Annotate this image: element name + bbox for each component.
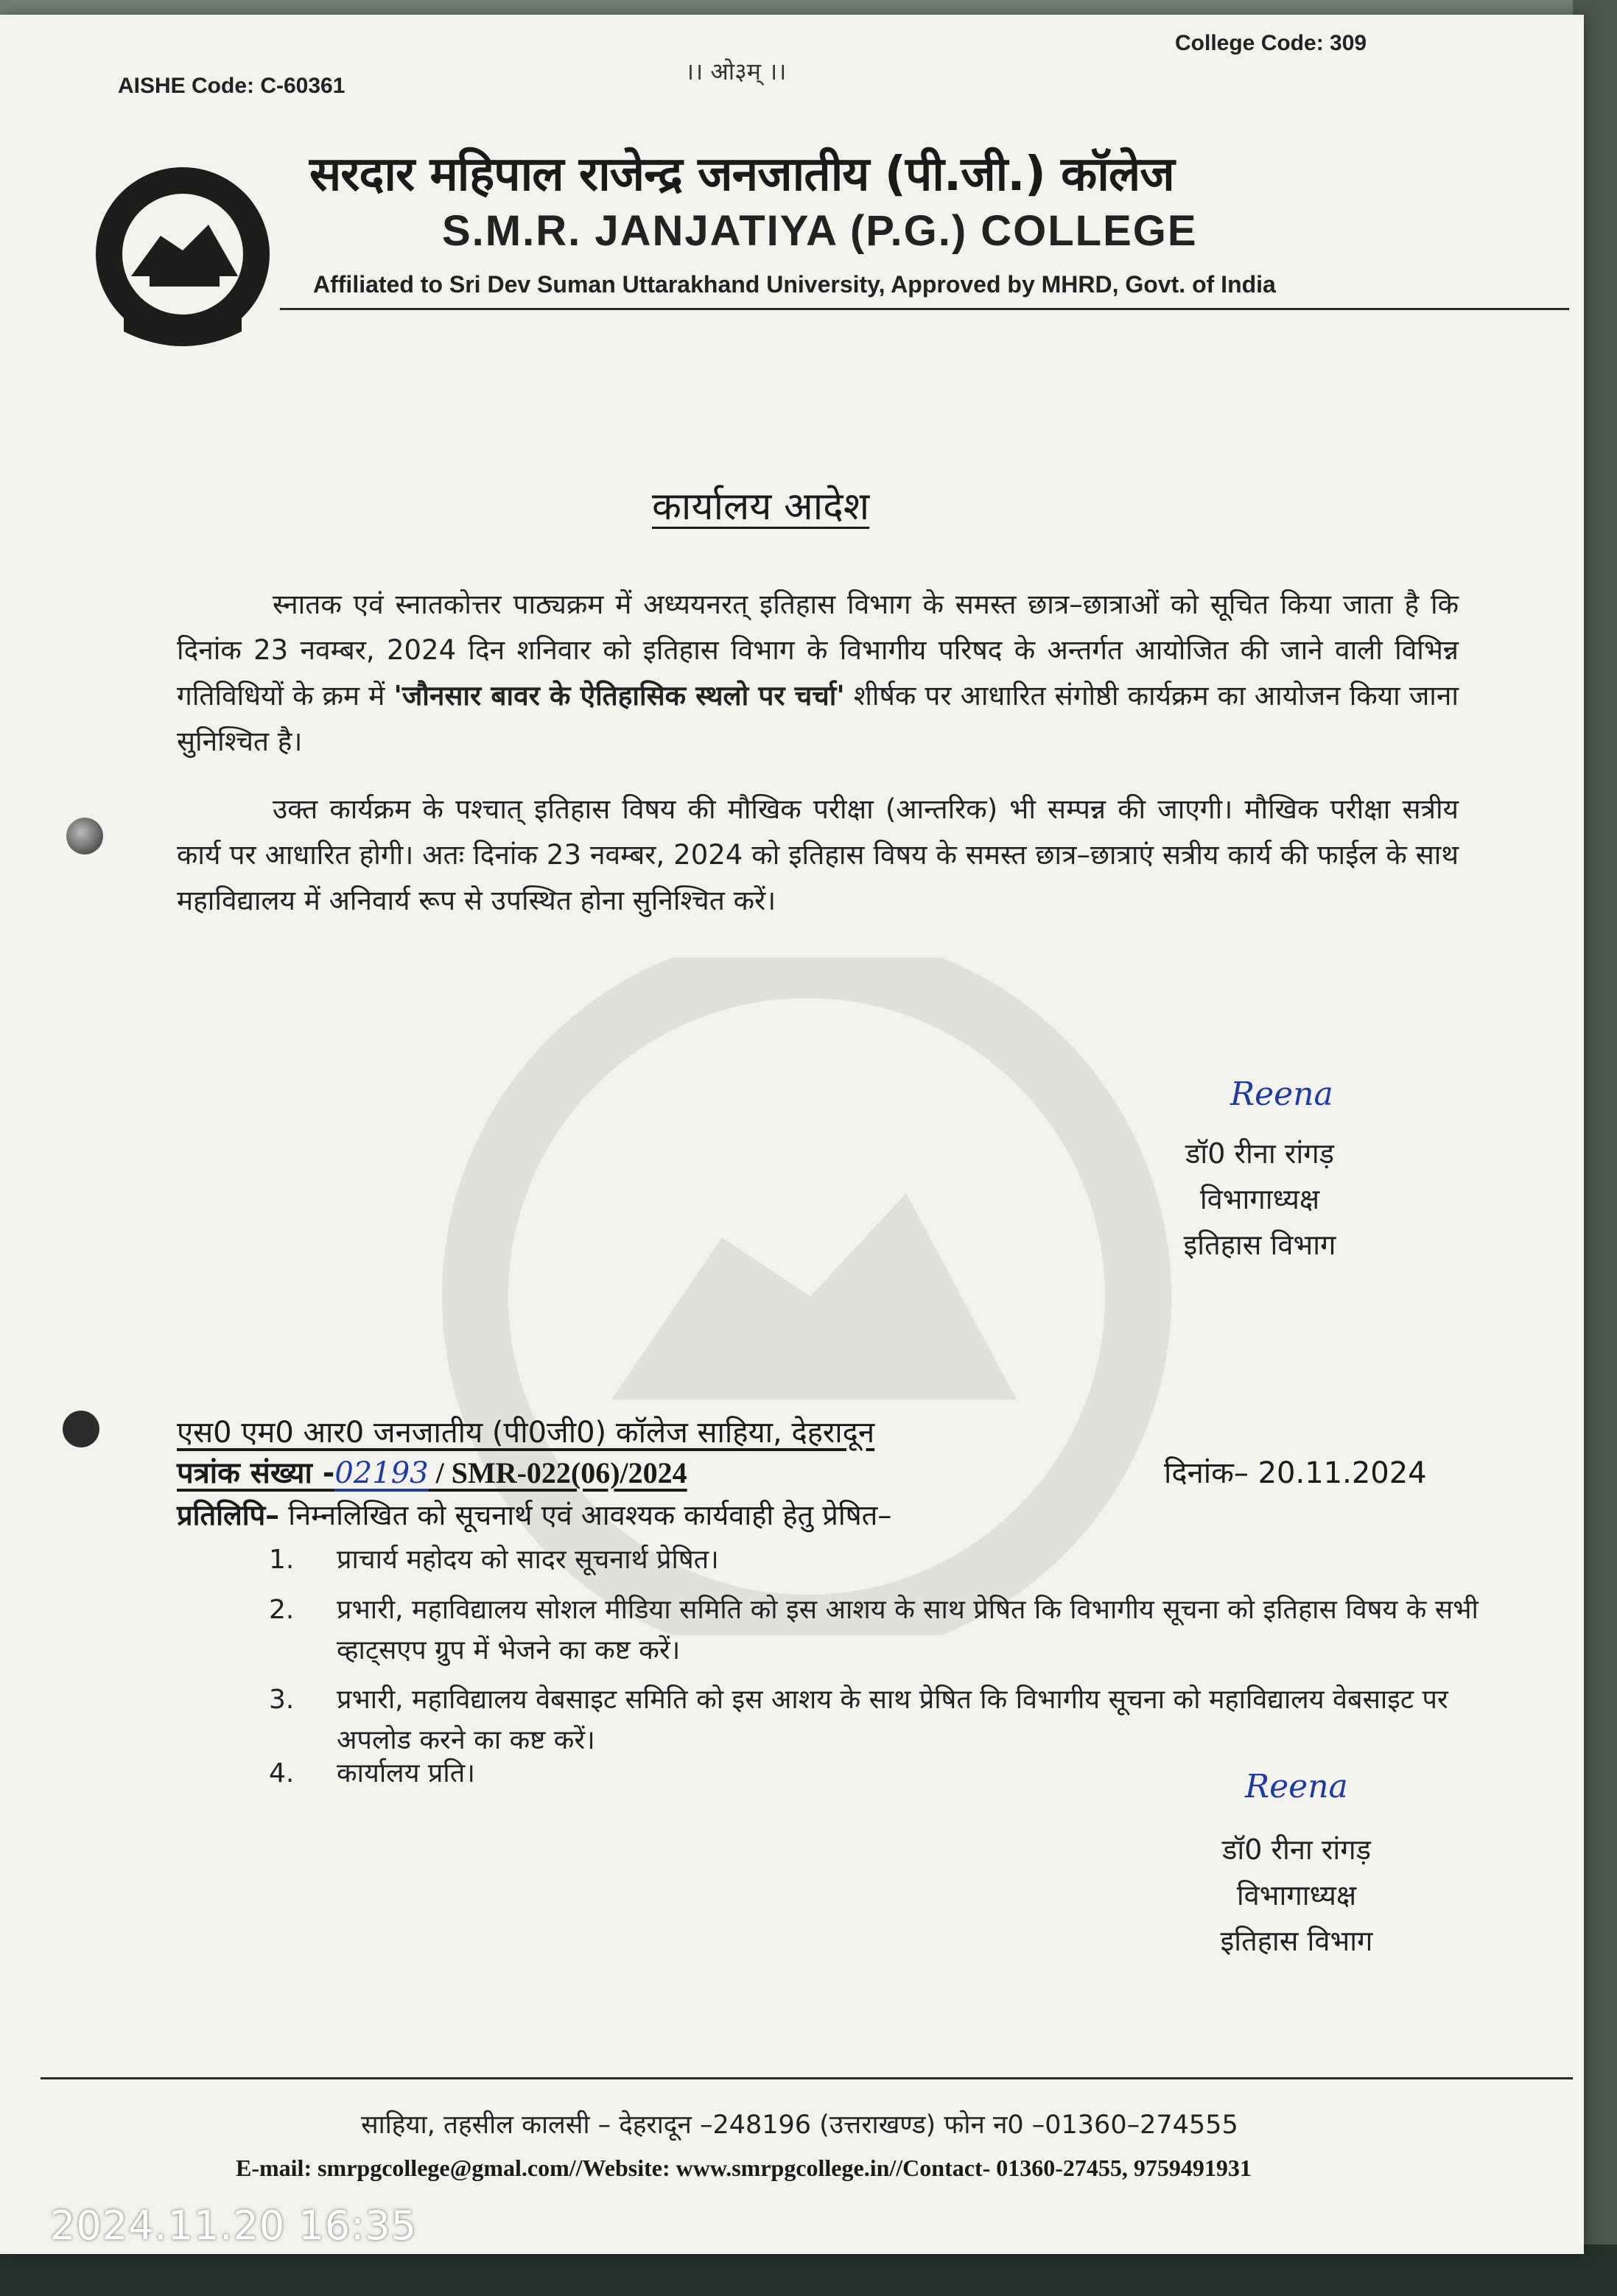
list-item-number: 2. (269, 1595, 295, 1625)
signatory-block-2 (1164, 1827, 1429, 1964)
list-item-number: 3. (269, 1685, 295, 1715)
college-name-hindi: सरदार महिपाल राजेन्द्र जनजातीय (पी.जी.) कॉलेज (309, 147, 1174, 202)
copy-to-text: निम्नलिखित को सूचनार्थ एवं आवश्यक कार्यवाही हेतु प्रेषित– (279, 1499, 892, 1531)
copy-to-label: प्रतिलिपि– (177, 1499, 280, 1531)
list-item-number: 1. (269, 1545, 295, 1575)
order-body (177, 582, 1459, 924)
affiliation-line: Affiliated to Sri Dev Suman Uttarakhand University, Approved by MHRD, Govt. of India (313, 271, 1276, 298)
college-address-line: एस0 एम0 आर0 जनजातीय (पी0जी0) कॉलेज साहिया, देहरादून (177, 1416, 875, 1450)
om-invocation: ।। ओ३म् ।। (685, 57, 787, 85)
footer-address: साहिया, तहसील कालसी – देहरादून –248196 (उत्तराखण्ड) फोन न0 –01360–274555 (361, 2110, 1238, 2140)
order-heading: कार्यालय आदेश (652, 485, 870, 529)
list-item: प्राचार्य महोदय को सादर सूचनार्थ प्रेषित। (337, 1545, 719, 1575)
watermark-logo (427, 958, 1186, 1635)
paragraph-1 (177, 582, 1459, 765)
issue-date: दिनांक– 20.11.2024 (1164, 1456, 1427, 1490)
college-code: College Code: 309 (1175, 31, 1367, 55)
college-name-english: S.M.R. JANJATIYA (P.G.) COLLEGE (442, 207, 1198, 255)
signatory-department-2: इतिहास विभाग (1220, 1925, 1373, 1957)
punch-hole-bottom (63, 1411, 99, 1447)
signatory-designation-2: विभागाध्यक्ष (1236, 1879, 1357, 1911)
paragraph-1-end: शीर्षक पर आधारित संगोष्ठी कार्यक्रम का आयोजन किया जाना सुनिश्चित है। (177, 680, 1459, 757)
copy-to-line (177, 1495, 891, 1534)
document-page (0, 15, 1584, 2254)
signatory-designation-1: विभागाध्यक्ष (1199, 1183, 1320, 1215)
signatory-department-1: इतिहास विभाग (1183, 1229, 1336, 1261)
header-rule (280, 308, 1569, 310)
paragraph-2: उक्त कार्यक्रम के पश्चात् इतिहास विषय की मौखिक परीक्षा (आन्तरिक) भी सम्पन्न की जाएगी। मौखिक परीक्षा सत्रीय कार्य पर आधारित होगी। अतः दिनांक 23 नवम्बर, 2024 को इतिहास विषय के समस्त छात्र–छात्राएं सत्रीय कार्य की फाईल के साथ महाविद्यालय में अनिवार्य रूप से उपस्थित होना सुनिश्चित करें। (177, 793, 1459, 916)
reference-handwritten-number: 02193 (334, 1456, 429, 1490)
photo-timestamp: 2024.11.20 16:35 (50, 2202, 417, 2249)
list-item: प्रभारी, महाविद्यालय सोशल मीडिया समिति को इस आशय के साथ प्रेषित कि विभागीय सूचना को इतिहास विषय के सभी व्हाट्सएप ग्रुप में भेजने का कष्ट करें। (337, 1595, 1479, 1665)
list-item: कार्यालय प्रति। (337, 1758, 475, 1788)
signatory-name-2: डॉ0 रीना रांगड़ (1222, 1833, 1371, 1866)
paragraph-1-text: स्नातक एवं स्नातकोत्तर पाठ्यक्रम में अध्ययनरत् इतिहास विभाग के समस्त छात्र–छात्राओं को सूचित किया जाता है कि दिनांक 23 नवम्बर, 2024 दिन शनिवार को इतिहास विभाग के विभागीय परिषद के अन्तर्गत आयोजित की जाने वाली विभिन्न गतिविधियों के क्रम में (177, 589, 1459, 712)
reference-code: / SMR-022(06)/2024 (428, 1456, 687, 1489)
signatory-block-1 (1127, 1131, 1392, 1268)
signature-handwriting-2: Reena (1245, 1768, 1348, 1805)
college-logo (80, 166, 286, 350)
list-item-number: 4. (269, 1758, 295, 1788)
list-item: प्रभारी, महाविद्यालय वेबसाइट समिति को इस आशय के साथ प्रेषित कि विभागीय सूचना को महाविद्यालय वेबसाइट पर अपलोड करने का कष्ट करें। (337, 1685, 1448, 1755)
distribution-list (269, 1540, 1492, 1790)
aishe-code: AISHE Code: C-60361 (118, 74, 346, 98)
punch-hole-top (66, 818, 103, 854)
signature-handwriting-1: Reena (1230, 1075, 1333, 1113)
footer-contact: E-mail: smrpgcollege@gmal.com//Website: www.smrpgcollege.in//Contact- 01360-27455, 9759491931 (236, 2155, 1252, 2181)
footer-rule (41, 2077, 1573, 2079)
seminar-title: 'जौनसार बावर के ऐतिहासिक स्थलो पर चर्चा' (393, 680, 845, 712)
reference-label: पत्रांक संख्या - (177, 1456, 335, 1490)
signatory-name-1: डॉ0 रीना रांगड़ (1185, 1137, 1334, 1170)
reference-number (177, 1451, 687, 1492)
